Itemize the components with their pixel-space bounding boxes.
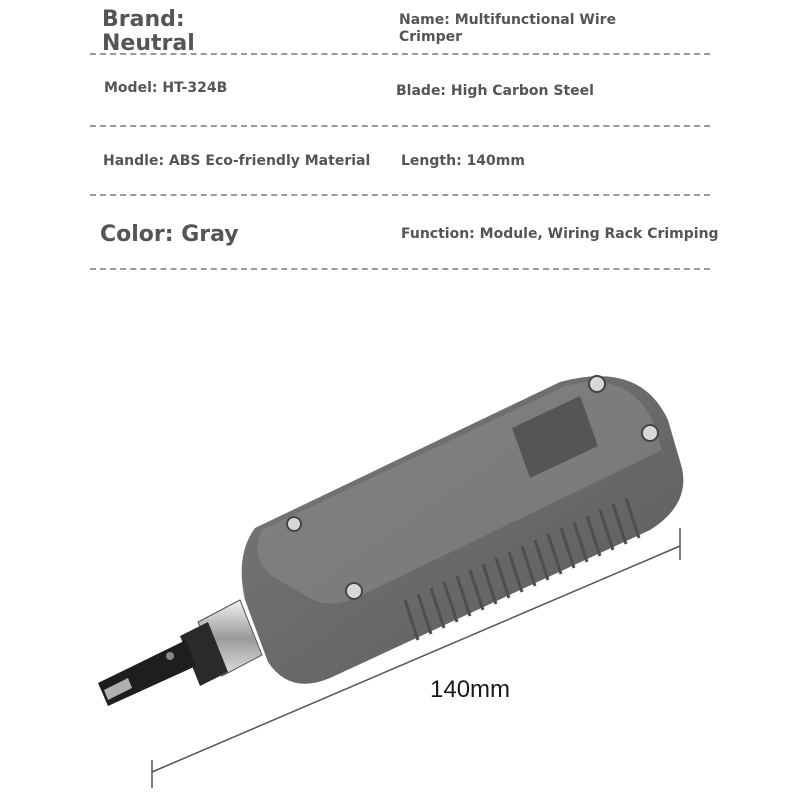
name-spec: Name: Multifunctional Wire Crimper — [399, 12, 617, 45]
function-spec: Function: Module, Wiring Rack Crimping — [401, 226, 719, 242]
screw-icon — [287, 517, 301, 531]
blade-spec: Blade: High Carbon Steel — [396, 83, 594, 99]
dimension-label: 140mm — [430, 676, 511, 703]
handle-spec: Handle: ABS Eco-friendly Material — [103, 153, 371, 169]
screw-icon — [589, 376, 605, 392]
color-spec: Color: Gray — [100, 222, 239, 247]
length-spec: Length: 140mm — [401, 153, 525, 169]
screw-icon — [642, 425, 658, 441]
model-spec: Model: HT-324B — [104, 80, 228, 96]
brand-spec: Brand: Neutral — [102, 7, 195, 56]
screw-icon — [346, 583, 362, 599]
